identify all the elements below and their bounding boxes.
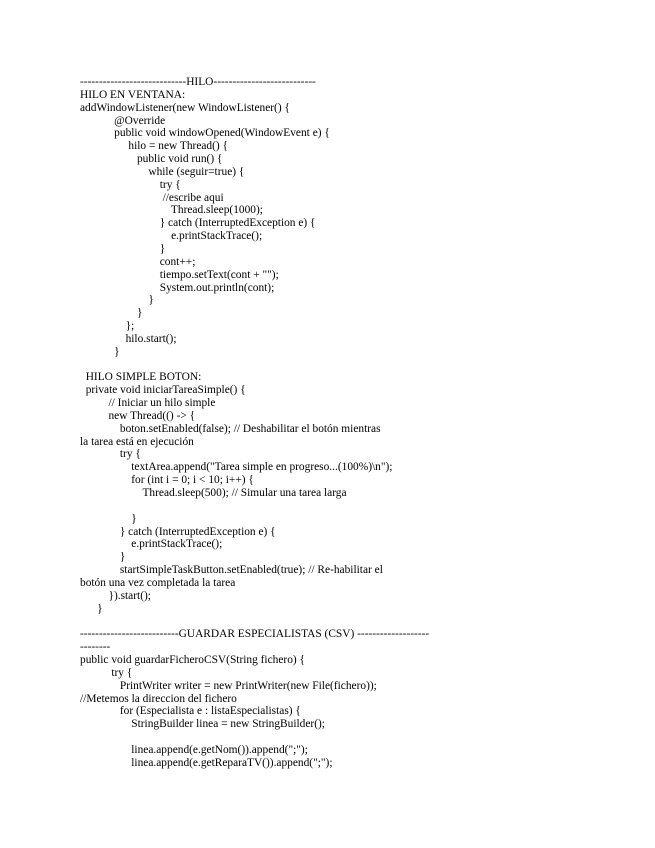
code-line: Thread.sleep(1000); [80, 204, 263, 217]
code-line: StringBuilder linea = new StringBuilder(); [80, 718, 325, 731]
code-line: boton.setEnabled(false); // Deshabilitar el botón mientras [80, 422, 381, 435]
code-line: textArea.append("Tarea simple en progreso...(100%)\n"); [80, 461, 393, 474]
code-line: }).start(); [80, 589, 151, 602]
code-line: HILO EN VENTANA: [80, 88, 186, 101]
code-line: //Metemos la direccion del fichero [80, 692, 237, 705]
code-line: private void iniciarTareaSimple() { [80, 384, 246, 397]
code-line: @Override [80, 114, 166, 127]
code-line: try { [80, 448, 141, 461]
code-line: -------- [80, 641, 111, 654]
code-line: //escribe aqui [80, 191, 224, 204]
code-line: for (Especialista e : listaEspecialistas) { [80, 705, 301, 718]
code-line: } [80, 512, 137, 525]
code-line: System.out.println(cont); [80, 281, 275, 294]
code-line: startSimpleTaskButton.setEnabled(true); // Re-habilitar el [80, 564, 383, 577]
code-line: public void windowOpened(WindowEvent e) { [80, 127, 330, 140]
code-line: } [80, 551, 126, 564]
code-line: try { [80, 178, 181, 191]
code-line [80, 731, 640, 744]
code-line: try { [80, 666, 133, 679]
code-line: public void guardarFicheroCSV(String fichero) { [80, 653, 306, 666]
code-line: } catch (InterruptedException e) { [80, 525, 276, 538]
code-line: PrintWriter writer = new PrintWriter(new File(fichero)); [80, 679, 377, 692]
code-line: // Iniciar un hilo simple [80, 397, 216, 410]
code-listing [80, 76, 640, 770]
code-line [80, 500, 640, 513]
code-line: } [80, 307, 143, 320]
code-line: linea.append(e.getReparaTV()).append(";"); [80, 756, 333, 769]
code-line: e.printStackTrace(); [80, 538, 223, 551]
code-line: public void run() { [80, 153, 223, 166]
code-line: botón una vez completada la tarea [80, 576, 236, 589]
code-line: for (int i = 0; i < 10; i++) { [80, 474, 254, 487]
code-line: la tarea está en ejecución [80, 435, 194, 448]
code-line: } [80, 294, 154, 307]
code-line: while (seguir=true) { [80, 165, 245, 178]
code-line: cont++; [80, 255, 196, 268]
code-line: hilo = new Thread() { [80, 140, 229, 153]
code-line: } catch (InterruptedException e) { [80, 217, 316, 230]
code-line [80, 615, 640, 628]
code-line: addWindowListener(new WindowListener() { [80, 101, 290, 114]
code-line: }; [80, 320, 135, 333]
code-line: hilo.start(); [80, 332, 177, 345]
code-line: e.printStackTrace(); [80, 230, 263, 243]
code-line: Thread.sleep(500); // Simular una tarea larga [80, 487, 347, 499]
code-line: tiempo.setText(cont + ""); [80, 268, 279, 281]
code-line: } [80, 345, 120, 358]
code-line: ----------------------------HILO--------------------------- [80, 76, 316, 88]
code-line: new Thread(() -> { [80, 409, 196, 422]
code-line: linea.append(e.getNom()).append(";"); [80, 743, 308, 756]
code-line [80, 359, 640, 372]
code-line: } [80, 602, 103, 615]
code-line: --------------------------GUARDAR ESPECIALISTAS (CSV) ------------------- [80, 628, 430, 641]
code-line: HILO SIMPLE BOTON: [80, 371, 202, 384]
code-line: } [80, 242, 166, 255]
